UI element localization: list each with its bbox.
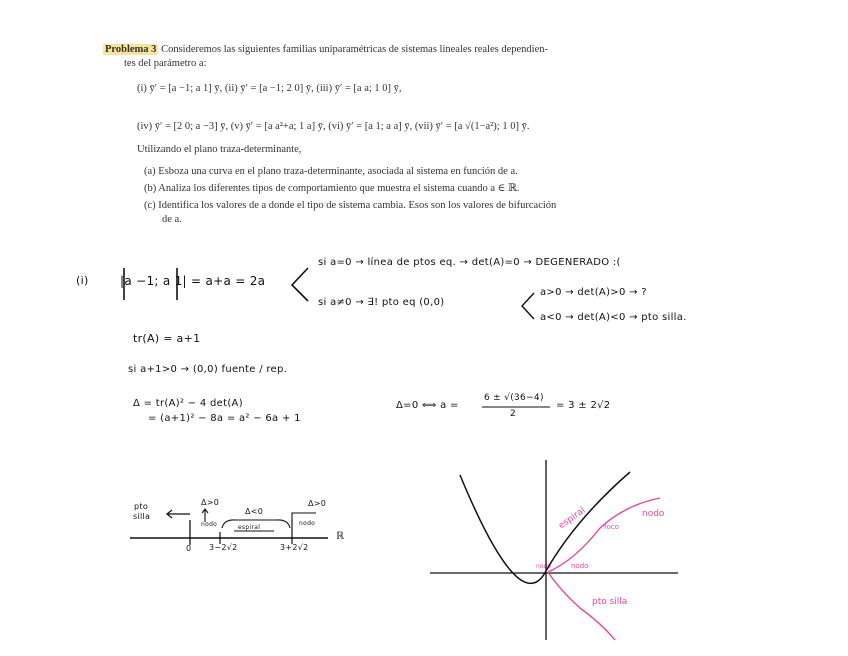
branch-bracket-sub xyxy=(522,293,534,319)
note-roman-i: (i) xyxy=(76,274,89,287)
graph-label-nodo-mid: nodo xyxy=(571,562,589,570)
graph-label-nodo-top: nodo xyxy=(642,509,665,519)
graph-label-nodo-small: nodo xyxy=(536,563,551,570)
note-disc-zero-denominator: 2 xyxy=(510,409,517,419)
td-parabola xyxy=(460,472,630,583)
graph-label-espiral: espiral xyxy=(557,505,588,532)
note-branch-nonzero: si a≠0 → ∃! pto eq (0,0) xyxy=(318,297,445,308)
graph-label-foco: foco xyxy=(604,523,619,531)
nodo-right-bracket xyxy=(292,513,316,520)
nl-nodo-right: nodo xyxy=(299,520,316,527)
nl-delta-pos-left: Δ>0 xyxy=(201,498,220,507)
td-param-curve-lower xyxy=(548,572,615,640)
nl-delta-pos-right: Δ>0 xyxy=(308,499,327,508)
note-disc-zero-lhs: Δ=0 ⟺ a = xyxy=(396,400,459,411)
branch-bracket-main xyxy=(292,268,308,301)
systems-row-2: (iv) ȳ′ = [2 0; a −3] ȳ, (v) ȳ′ = [a a²+a; 1 a] ȳ, (vi) ȳ′ = [a 1; a a] ȳ, (vii) ȳ′ = [a √(1−a²); 1 0] ȳ. xyxy=(137,121,530,132)
note-discriminant-1: Δ = tr(A)² − 4 det(A) xyxy=(133,398,243,409)
graph-label-pto-silla: pto silla xyxy=(592,597,628,607)
note-discriminant-2: = (a+1)² − 8a = a² − 6a + 1 xyxy=(148,413,301,424)
nl-espiral: espiral xyxy=(238,524,261,531)
nl-delta-neg: Δ<0 xyxy=(245,507,264,516)
nl-pto-silla-1: pto xyxy=(134,502,149,511)
note-sub-positive: a>0 → det(A)>0 → ? xyxy=(540,287,647,298)
nl-axis-label: ℝ xyxy=(336,531,345,542)
note-branch-zero: si a=0 → línea de ptos eq. → det(A)=0 → DEGENERADO :( xyxy=(318,257,621,268)
utilizando-text: Utilizando el plano traza-determinante, xyxy=(137,144,302,155)
nl-pto-silla-2: silla xyxy=(133,512,151,521)
note-sub-negative: a<0 → det(A)<0 → pto silla. xyxy=(540,312,687,323)
item-c-line1: (c) Identifica los valores de a donde el tipo de sistema cambia. Esos son los valores de bifurcación xyxy=(144,200,557,211)
item-a: (a) Esboza una curva en el plano traza-determinante, asociada al sistema en función de a. xyxy=(144,166,518,177)
problem-intro-line2: tes del parámetro a: xyxy=(124,58,207,69)
note-fuente: si a+1>0 → (0,0) fuente / rep. xyxy=(128,364,288,375)
item-c-line2: de a. xyxy=(162,214,182,225)
nl-tick-right: 3+2√2 xyxy=(280,543,309,552)
note-det-expression: |a −1; a 1| = a+a = 2a xyxy=(120,274,266,288)
td-param-curve-upper xyxy=(548,498,660,572)
systems-row-1: (i) ȳ′ = [a −1; a 1] ȳ, (ii) ȳ′ = [a −1; 2 0] ȳ, (iii) ȳ′ = [a a; 1 0] ȳ, xyxy=(137,83,402,94)
problem-intro-text: Consideremos las siguientes familias uniparamétricas de sistemas lineales reales dependien- xyxy=(161,44,548,55)
note-disc-zero-rhs: = 3 ± 2√2 xyxy=(556,400,611,411)
problem-label: Problema 3 xyxy=(105,44,157,55)
nl-tick-left: 3−2√2 xyxy=(209,543,238,552)
nl-nodo-left: nodo xyxy=(201,521,218,528)
nl-tick-0: 0 xyxy=(186,544,192,553)
note-disc-zero-numerator: 6 ± √(36−4) xyxy=(484,393,544,403)
espiral-bracket xyxy=(222,520,290,528)
note-trace: tr(A) = a+1 xyxy=(133,332,201,345)
item-b: (b) Analiza los diferentes tipos de comportamiento que muestra el sistema cuando a ∈ ℝ. xyxy=(144,183,520,194)
